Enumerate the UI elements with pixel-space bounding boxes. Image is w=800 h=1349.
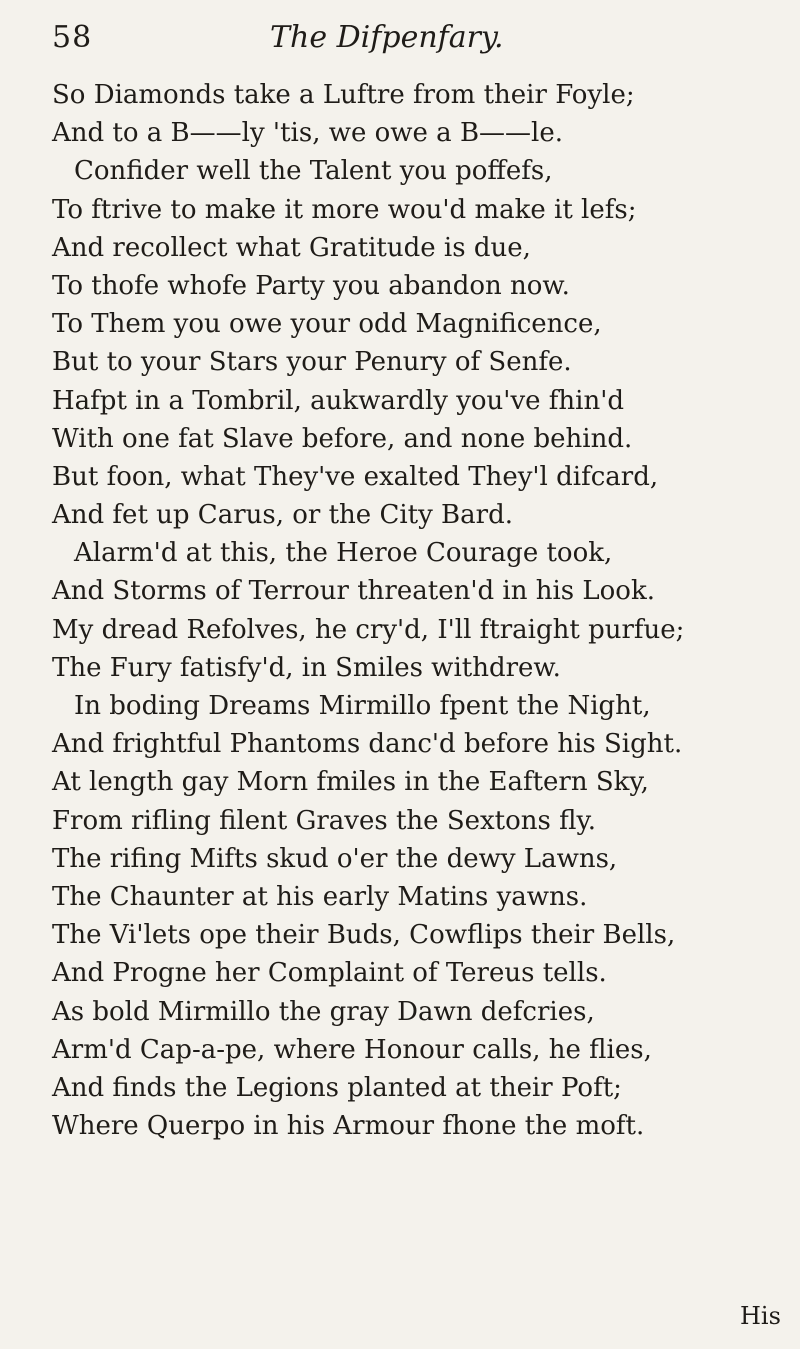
verse-line: Alarm'd at this, the Heroe Courage took,: [74, 538, 613, 569]
verse-line: But foon, what They've exalted They'l difcard,: [52, 461, 659, 492]
verse-line: My dread Refolves, he cry'd, I'll ftraight purfue;: [52, 614, 685, 645]
verse-line: And frightful Phantoms danc'd before his Sight.: [52, 729, 683, 760]
verse-line: The Vi'lets ope their Buds, Cowflips their Bells,: [52, 920, 676, 951]
verse-line: To ftrive to make it more wou'd make it lefs;: [52, 194, 637, 225]
verse-line: Arm'd Cap-a-pe, where Honour calls, he flies,: [52, 1034, 652, 1065]
running-title: The Difpenfary.: [270, 20, 504, 55]
verse-line: And recollect what Gratitude is due,: [52, 232, 531, 263]
verse-line: Confider well the Talent you poffefs,: [74, 156, 553, 187]
catchword: His: [740, 1302, 781, 1330]
verse-line: The Chaunter at his early Matins yawns.: [52, 881, 588, 912]
verse-line: And finds the Legions planted at their Poft;: [52, 1072, 622, 1103]
verse-line: At length gay Morn fmiles in the Eaftern Sky,: [52, 767, 649, 798]
verse-line: So Diamonds take a Luftre from their Foyle;: [52, 80, 635, 110]
page-header: [40, 16, 680, 60]
verse-line: With one fat Slave before, and none behind.: [52, 423, 633, 454]
verse-line: In boding Dreams Mirmillo fpent the Night,: [74, 691, 651, 721]
verse-line: And to a B——ly 'tis, we owe a B——le.: [52, 118, 564, 149]
page-number: 58: [52, 20, 93, 55]
verse-line: Hafpt in a Tombril, aukwardly you've fhin'd: [52, 385, 624, 416]
verse-line: Where Querpo in his Armour fhone the moft.: [52, 1111, 645, 1142]
verse-line: And Storms of Terrour threaten'd in his Look.: [52, 576, 655, 607]
poem-text-block: [52, 76, 792, 1145]
verse-line: To Them you owe your odd Magnificence,: [52, 309, 602, 340]
verse-line: From rifling filent Graves the Sextons fly.: [52, 805, 596, 836]
verse-line: And Progne her Complaint of Tereus tells.: [52, 958, 607, 989]
verse-line: The rifing Mifts skud o'er the dewy Lawns,: [52, 843, 618, 874]
verse-line: But to your Stars your Penury of Senfe.: [52, 347, 572, 378]
verse-line: The Fury fatisfy'd, in Smiles withdrew.: [52, 652, 561, 683]
verse-line: To thofe whofe Party you abandon now.: [52, 270, 570, 301]
verse-line: And fet up Carus, or the City Bard.: [52, 500, 513, 531]
verse-line: As bold Mirmillo the gray Dawn defcries,: [52, 996, 595, 1027]
